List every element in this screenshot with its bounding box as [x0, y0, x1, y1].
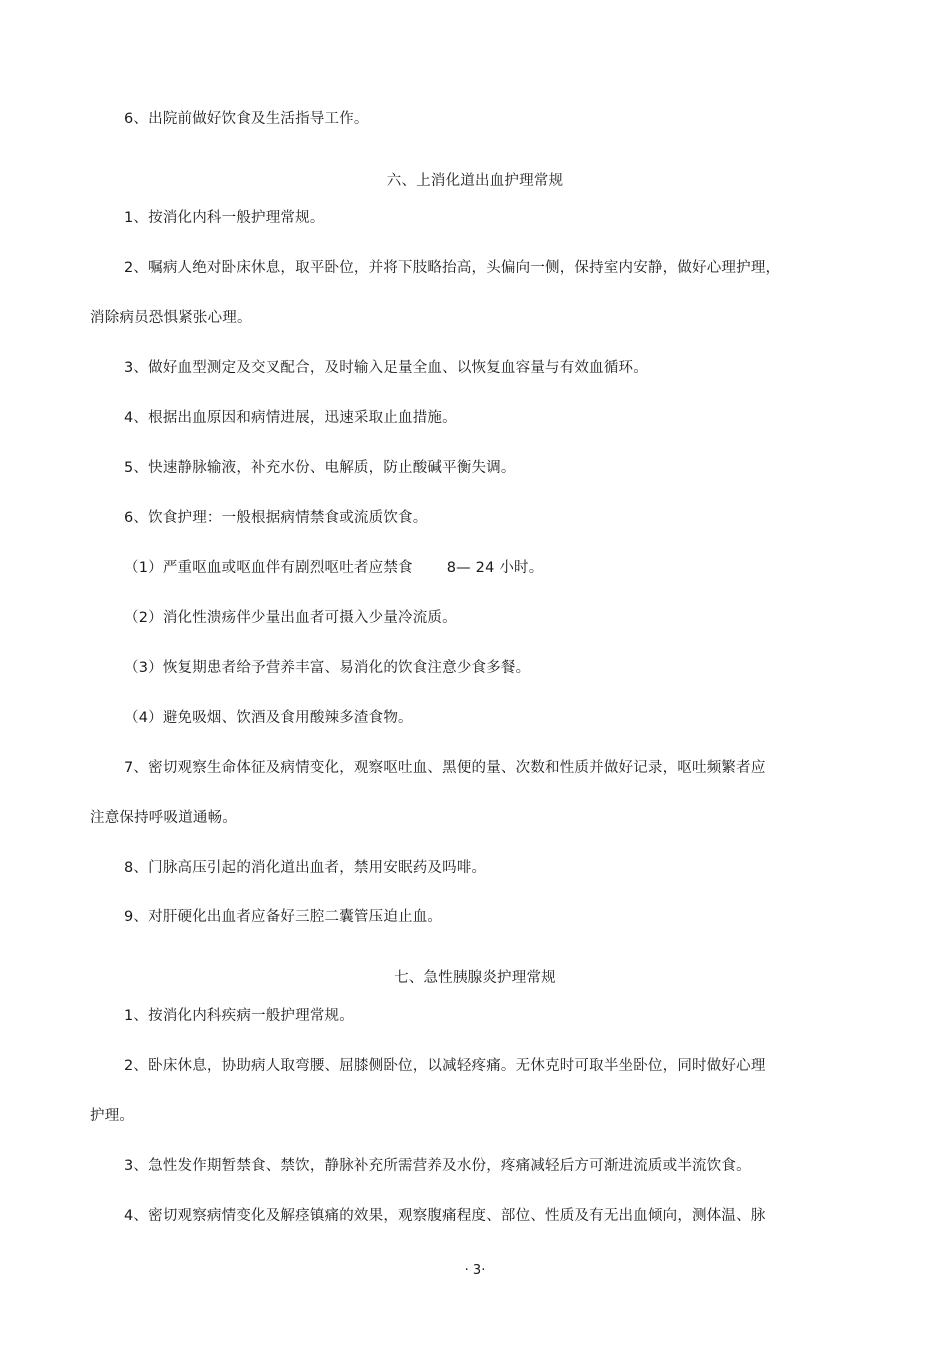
- paragraph-line: [124, 558, 543, 578]
- paragraph-line: 2、卧床休息，协助病人取弯腰、屈膝侧卧位，以减轻疼痛。无休克时可取半坐卧位，同时做好心理: [124, 1058, 766, 1074]
- paragraph-continuation: 注意保持呼吸道通畅。: [90, 810, 237, 826]
- paragraph-line: 7、密切观察生命体征及病情变化，观察呕吐血、黑便的量、次数和性质并做好记录，呕吐频繁者应: [124, 760, 766, 776]
- list-item-text: （1）严重呕血或呕血伴有剧烈呕吐者应禁食: [124, 560, 413, 576]
- paragraph-continuation: 消除病员恐惧紧张心理。: [90, 310, 252, 326]
- section-heading: 七、急性胰腺炎护理常规: [394, 970, 556, 986]
- paragraph-line: （2）消化性溃疡伴少量出血者可摄入少量冷流质。: [124, 610, 457, 626]
- paragraph-line: 6、饮食护理：一般根据病情禁食或流质饮食。: [124, 510, 428, 526]
- paragraph-line: 8、门脉高压引起的消化道出血者，禁用安眠药及吗啡。: [124, 860, 487, 876]
- paragraph-line: 1、按消化内科疾病一般护理常规。: [124, 1008, 354, 1024]
- paragraph-line: （4）避免吸烟、饮酒及食用酸辣多渣食物。: [124, 710, 413, 726]
- paragraph-line: 2、嘱病人绝对卧床休息，取平卧位，并将下肢略抬高，头偏向一侧，保持室内安静，做好心理护理，: [124, 260, 781, 276]
- paragraph-line: 5、快速静脉输液，补充水份、电解质，防止酸碱平衡失调。: [124, 460, 516, 476]
- paragraph-line: 1、按消化内科一般护理常规。: [124, 210, 325, 226]
- paragraph-line: （3）恢复期患者给予营养丰富、易消化的饮食注意少食多餐。: [124, 660, 531, 676]
- paragraph-continuation: 护理。: [90, 1108, 135, 1124]
- paragraph-line: 6、出院前做好饮食及生活指导工作。: [124, 111, 369, 127]
- duration-text: 8— 24 小时。: [446, 560, 544, 576]
- page-number: · 3·: [464, 1263, 486, 1278]
- paragraph-line: 4、根据出血原因和病情进展，迅速采取止血措施。: [124, 410, 457, 426]
- paragraph-line: 3、急性发作期暂禁食、禁饮，静脉补充所需营养及水份，疼痛减轻后方可渐进流质或半流饮食。: [124, 1158, 751, 1174]
- paragraph-line: 9、对肝硬化出血者应备好三腔二囊管压迫止血。: [124, 909, 443, 925]
- paragraph-line: 4、密切观察病情变化及解痉镇痛的效果，观察腹痛程度、部位、性质及有无出血倾向，测体温、脉: [124, 1208, 766, 1224]
- paragraph-line: 3、做好血型测定及交叉配合，及时输入足量全血、以恢复血容量与有效血循环。: [124, 360, 648, 376]
- section-heading: 六、上消化道出血护理常规: [386, 173, 564, 189]
